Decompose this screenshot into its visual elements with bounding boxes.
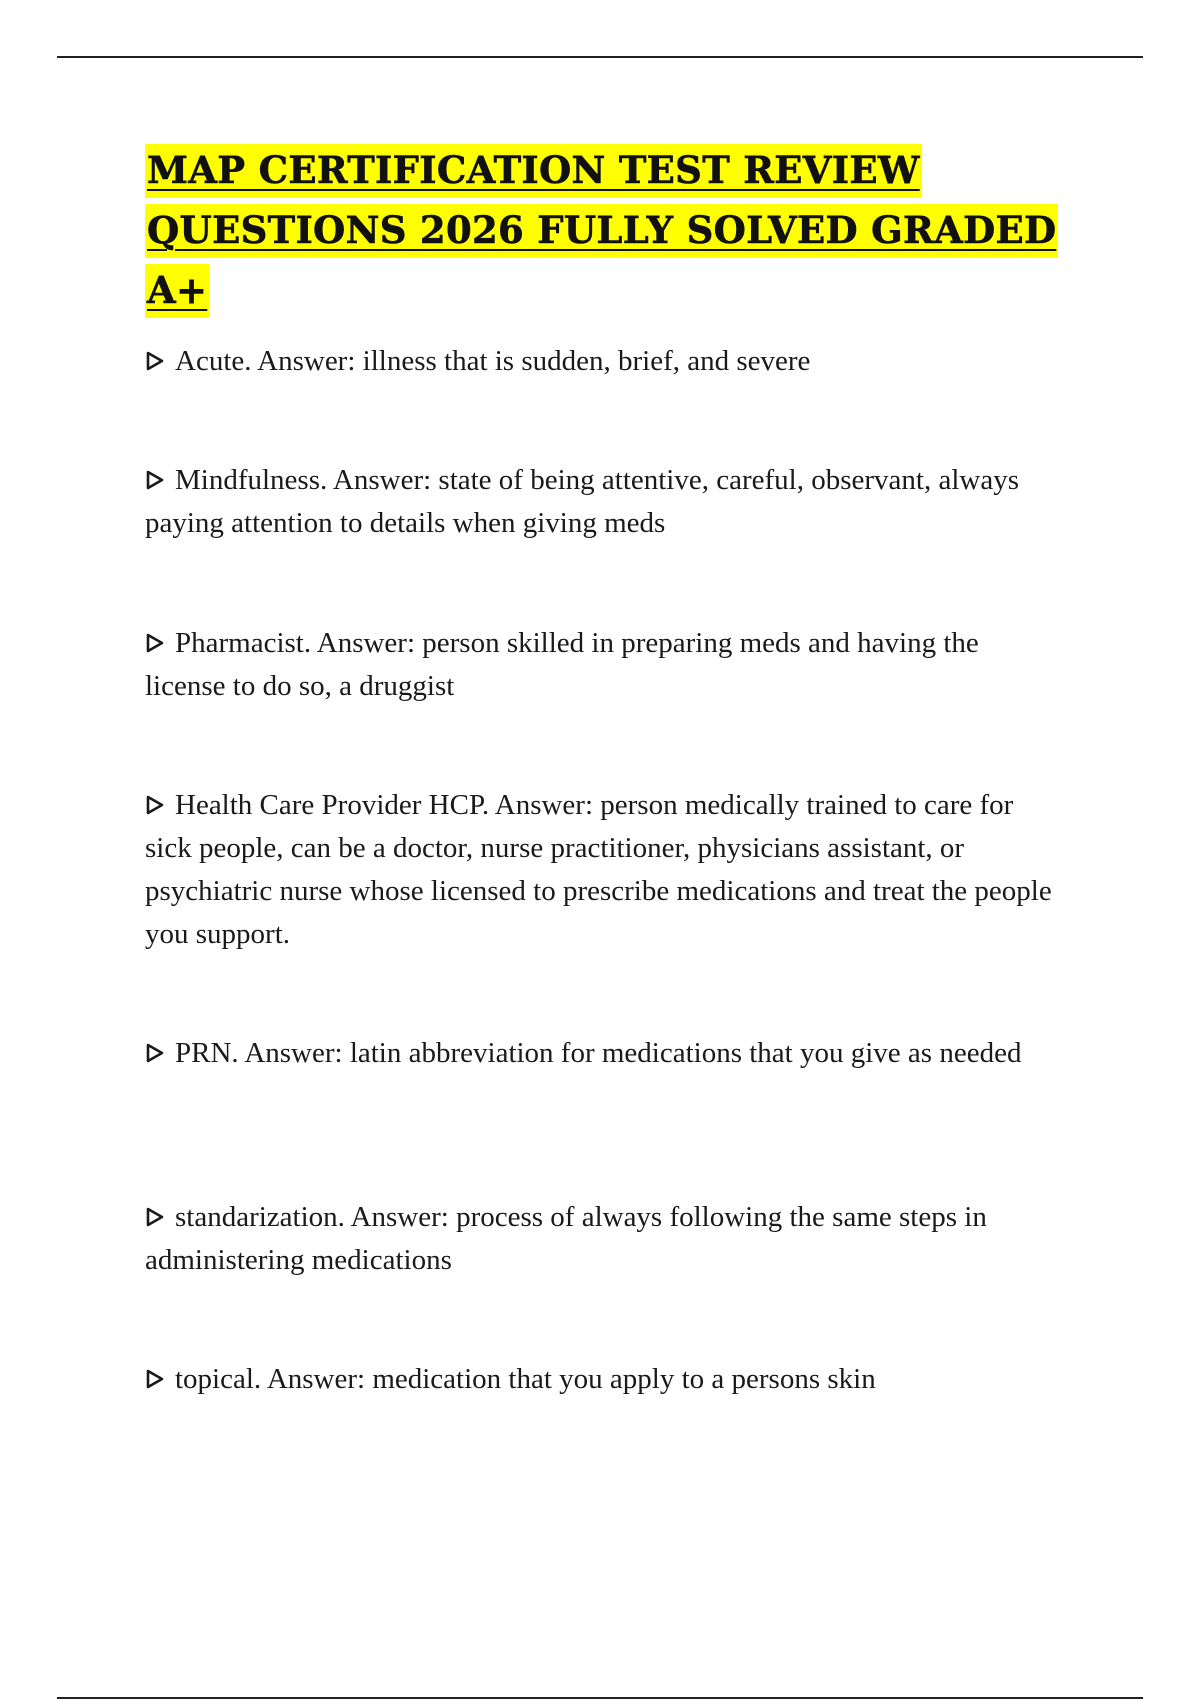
qa-item-4 [145,784,1065,956]
qa-item-text: topical. Answer: medication that you apply to a persons skin [175,1363,876,1395]
document-title-highlight: MAP CERTIFICATION TEST REVIEW QUESTIONS 2026 FULLY SOLVED GRADED A+ [145,144,1058,318]
qa-item-text: PRN. Answer: latin abbreviation for medications that you give as needed [175,1037,1022,1069]
qa-item-6 [145,1196,1065,1282]
qa-item-5 [145,1032,1065,1075]
qa-item-2 [145,459,1065,545]
document-title [145,140,1105,320]
triangle-arrow-icon [145,350,165,372]
qa-item-3 [145,622,1065,708]
triangle-arrow-icon [145,632,165,654]
triangle-arrow-icon [145,1042,165,1064]
triangle-arrow-icon [145,469,165,491]
triangle-arrow-icon [145,1206,165,1228]
top-rule [57,56,1143,58]
qa-item-text: Acute. Answer: illness that is sudden, brief, and severe [175,345,811,377]
bottom-rule [57,1697,1143,1699]
triangle-arrow-icon [145,794,165,816]
qa-item-text: standarization. Answer: process of always following the same steps in administering medications [145,1201,987,1276]
qa-item-text: Pharmacist. Answer: person skilled in preparing meds and having the license to do so, a druggist [145,627,979,702]
qa-item-7 [145,1358,1065,1401]
triangle-arrow-icon [145,1368,165,1390]
qa-item-text: Health Care Provider HCP. Answer: person medically trained to care for sick people, can be a doctor, nurse practitioner, physicians assistant, or psychiatric nurse whose licensed to prescribe medications and treat the people you support. [145,789,1052,950]
qa-item-1 [145,340,1065,383]
qa-item-text: Mindfulness. Answer: state of being attentive, careful, observant, always paying attention to details when giving meds [145,464,1019,539]
